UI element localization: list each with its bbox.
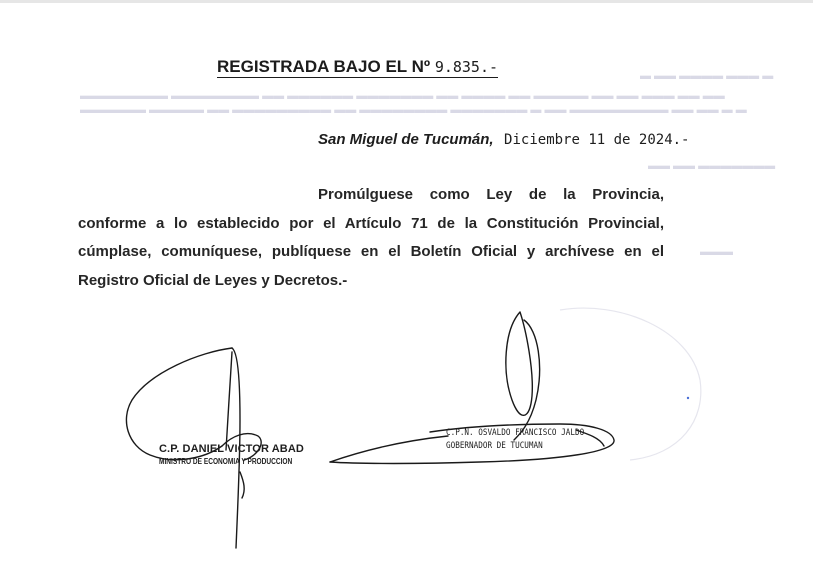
registration-number: 9.835.-	[434, 58, 499, 76]
promulgation-line: Promúlguese como Ley de la Provincia,	[318, 186, 664, 203]
promulgation-line: conforme a lo establecido por el Artículo 71 de la Constitución Provincial,	[78, 214, 664, 232]
date-text: Diciembre 11 de 2024.-	[504, 132, 690, 148]
governor-name: C.P.N. OSVALDO FRANCISCO JALDO	[446, 428, 585, 438]
promulgation-line: Registro Oficial de Leyes y Decretos.-	[78, 271, 348, 289]
document-page: ▬ ▬▬ ▬▬▬▬ ▬▬▬ ▬ ▬▬▬▬▬▬▬▬ ▬▬▬▬▬▬▬▬ ▬▬ ▬▬▬▬▬▬ ▬▬▬▬▬▬▬ ▬▬ ▬▬▬▬ ▬▬ ▬▬▬▬▬ ▬▬ ▬▬ ▬▬▬ ▬▬ ▬▬ ▬▬▬▬▬▬ ▬▬▬▬▬ ▬▬ ▬▬▬▬▬▬▬▬▬ ▬▬ ▬▬▬▬▬▬▬▬ ▬▬▬▬▬▬▬ ▬ ▬▬ ▬▬▬▬▬▬▬▬▬ ▬▬ ▬▬ ▬ ▬ ▬▬ ▬▬ ▬▬▬▬▬▬▬ ▬▬▬ REGISTRADA BAJO EL Nº 9.835.- San Miguel de Tucumán, Diciembre 11 de 2024.- Promúlguese como Ley de la Provincia, conforme a lo establecido por el Artículo 71 de la Constitución Provincial, cúmplase, comuníquese, publíquese en el Boletín Oficial y archívese en el Registro Oficial de Leyes y Decretos.- C.P. DANIEL VICTOR ABAD MINISTRO DE ECONOMIA Y PRODUCCION C.P.N. OSVALDO FRANCISCO JALDO GOBERNADOR DE TUCUMAN	[0, 0, 813, 567]
ink-dot	[687, 397, 689, 399]
place-text: San Miguel de Tucumán,	[318, 131, 494, 148]
minister-name: C.P. DANIEL VICTOR ABAD	[159, 443, 304, 455]
promulgation-line: cúmplase, comuníquese, publíquese en el Boletín Oficial y archívese en el	[78, 243, 664, 260]
registration-label: REGISTRADA BAJO EL Nº	[217, 57, 431, 76]
minister-role: MINISTRO DE ECONOMIA Y PRODUCCION	[159, 457, 293, 466]
governor-role: GOBERNADOR DE TUCUMAN	[446, 441, 543, 451]
